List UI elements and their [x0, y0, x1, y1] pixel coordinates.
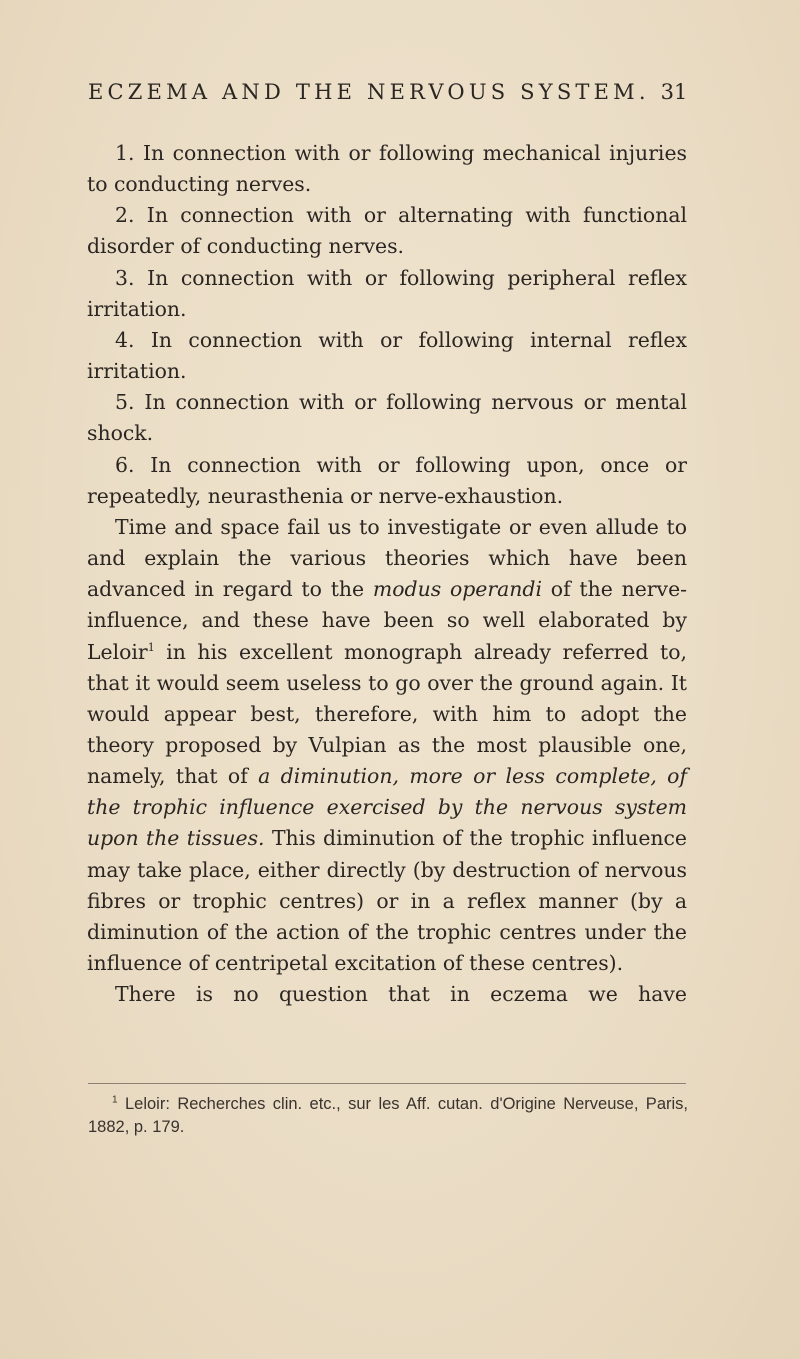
list-number: 1. — [115, 141, 135, 165]
running-title: ECZEMA AND THE NERVOUS SYSTEM. — [88, 80, 650, 104]
list-item — [87, 387, 687, 449]
footnote-text: Leloir: Recherches clin. etc., sur les Aff. cutan. d'Origine Nerveuse, Paris, 1882, p. 179. — [88, 1095, 688, 1136]
italic-phrase: a diminution, more or less complete, of the trophic influence exercised by the nervous system upon the tissues. — [87, 764, 688, 851]
running-head — [88, 80, 688, 104]
list-number: 5. — [115, 390, 135, 415]
footnote — [88, 1093, 688, 1139]
list-item — [87, 450, 687, 512]
paragraph-text: of the nerve-influence, and these have been so well elaborated by Leloir — [87, 577, 688, 664]
paragraph-text: Time and space fail us to investigate or even allude to and explain the various theories which have been advanced in regard to the — [87, 514, 687, 602]
paragraph-text: in his excellent monograph already referred to, that it would seem useless to go over the ground again. It would appear best, therefore, with him to adopt the theory proposed by Vulpian as the most plausible one, namely, that of — [87, 639, 688, 789]
list-item — [87, 200, 687, 262]
list-number: 4. — [115, 327, 135, 352]
list-number: 6. — [115, 452, 135, 477]
list-item — [87, 325, 687, 387]
paragraph-text: This diminution of the trophic influence may take place, either directly (by destruction of nervous fibres or trophic centres) or in a reflex manner (by a diminution of the action of the trophic centres under the influence of centripetal excitation of these centres). — [87, 826, 688, 976]
paragraph-theories — [87, 512, 687, 979]
paragraph-text: There is no question that in eczema we have — [115, 982, 687, 1007]
footnote-marker: 1 — [112, 1094, 118, 1106]
footnote-divider — [88, 1083, 686, 1084]
list-item — [87, 263, 687, 325]
list-item — [87, 138, 687, 200]
list-text: In connection with or following upon, once or repeatedly, neurasthenia or nerve-exhaustion. — [87, 452, 687, 508]
list-text: In connection with or following mechanical injuries to conducting nerves. — [87, 141, 687, 197]
list-text: In connection with or following internal reflex irritation. — [87, 327, 688, 384]
list-number: 2. — [115, 203, 135, 228]
page-number: 31 — [660, 80, 688, 104]
list-text: In connection with or following nervous or mental shock. — [87, 390, 687, 446]
italic-phrase: modus operandi — [372, 577, 542, 602]
list-text: In connection with or following peripheral reflex irritation. — [87, 265, 688, 321]
paragraph-eczema — [87, 979, 687, 1010]
list-text: In connection with or alternating with functional disorder of conducting nerves. — [87, 203, 688, 259]
footnote-reference: 1 — [147, 640, 155, 654]
body-text — [87, 138, 687, 1010]
list-number: 3. — [115, 265, 135, 290]
